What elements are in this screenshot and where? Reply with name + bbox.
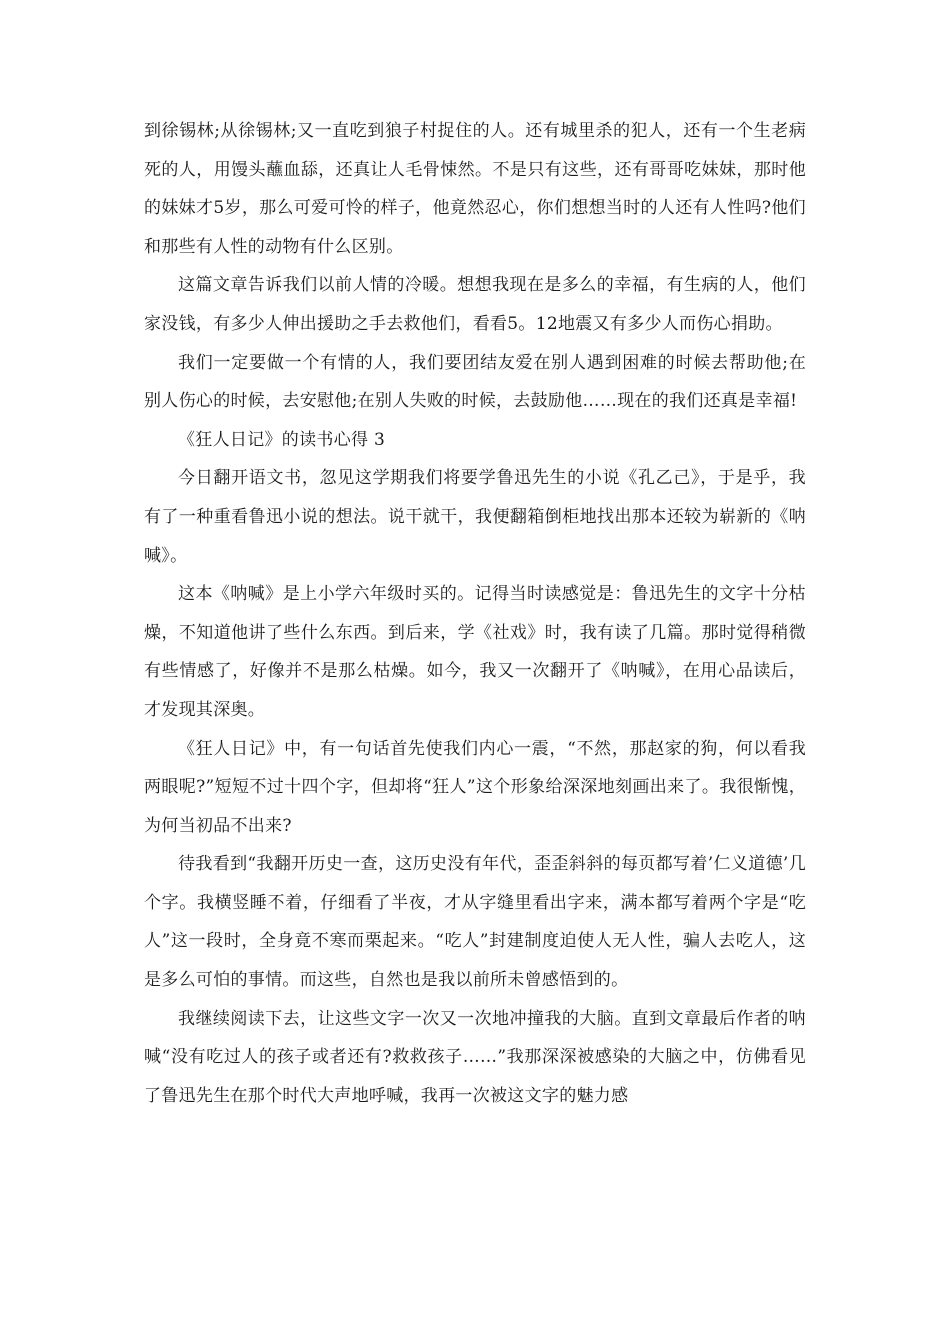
paragraph-3: 我们一定要做一个有情的人，我们要团结友爱在别人遇到困难的时候去帮助他;在别人伤心的时候，去安慰他;在别人失败的时候，去鼓励他……现在的我们还真是幸福! — [144, 352, 806, 412]
paragraph-5: 今日翻开语文书，忽见这学期我们将要学鲁迅先生的小说《孔乙己》，于是乎，我有了一种重看鲁迅小说的想法。说干就干，我便翻箱倒柜地找出那本还较为崭新的《呐喊》。 — [144, 468, 806, 566]
section-heading: 《狂人日记》的读书心得 3 — [178, 429, 386, 450]
paragraph-1: 到徐锡林;从徐锡林;又一直吃到狼子村捉住的人。还有城里杀的犯人，还有一个生老病死的人，用馒头蘸血舔，还真让人毛骨悚然。不是只有这些，还有哥哥吃妹妹，那时他的妹妹才5岁，那么可爱可怜的样子，他竟然忍心，你们想想当时的人还有人性吗?他们和那些有人性的动物有什么区别。 — [144, 121, 806, 257]
paragraph-2: 这篇文章告诉我们以前人情的冷暖。想想我现在是多么的幸福，有生病的人，他们家没钱，有多少人伸出援助之手去救他们，看看5。12地震又有多少人而伤心捐助。 — [144, 275, 806, 334]
paragraph-6: 这本《呐喊》是上小学六年级时买的。记得当时读感觉是：鲁迅先生的文字十分枯燥，不知道他讲了些什么东西。到后来，学《社戏》时，我有读了几篇。那时觉得稍微有些情感了，好像并不是那么枯燥。如今，我又一次翻开了《呐喊》，在用心品读后，才发现其深奥。 — [144, 584, 806, 720]
paragraph-7: 《狂人日记》中，有一句话首先使我们内心一震，“不然，那赵家的狗，何以看我两眼呢?”短短不过十四个字，但却将“狂人”这个形象给深深地刻画出来了。我很惭愧，为何当初品不出来? — [144, 738, 806, 836]
paragraph-9: 我继续阅读下去，让这些文字一次又一次地冲撞我的大脑。直到文章最后作者的呐喊“没有吃过人的孩子或者还有?救救孩子……”我那深深被感染的大脑之中，仿佛看见了鲁迅先生在那个时代大声地呼喊，我再一次被这文字的魅力感 — [144, 1008, 806, 1106]
document-body — [144, 112, 806, 1115]
paragraph-8: 待我看到“我翻开历史一查，这历史没有年代，歪歪斜斜的每页都写着’仁义道德’几个字。我横竖睡不着，仔细看了半夜，才从字缝里看出字来，满本都写着两个字是“吃人”这一段时，全身竟不寒而栗起来。“吃人”封建制度迫使人无人性，骗人去吃人，这是多么可怕的事情。而这些，自然也是我以前所未曾感悟到的。 — [144, 854, 806, 991]
